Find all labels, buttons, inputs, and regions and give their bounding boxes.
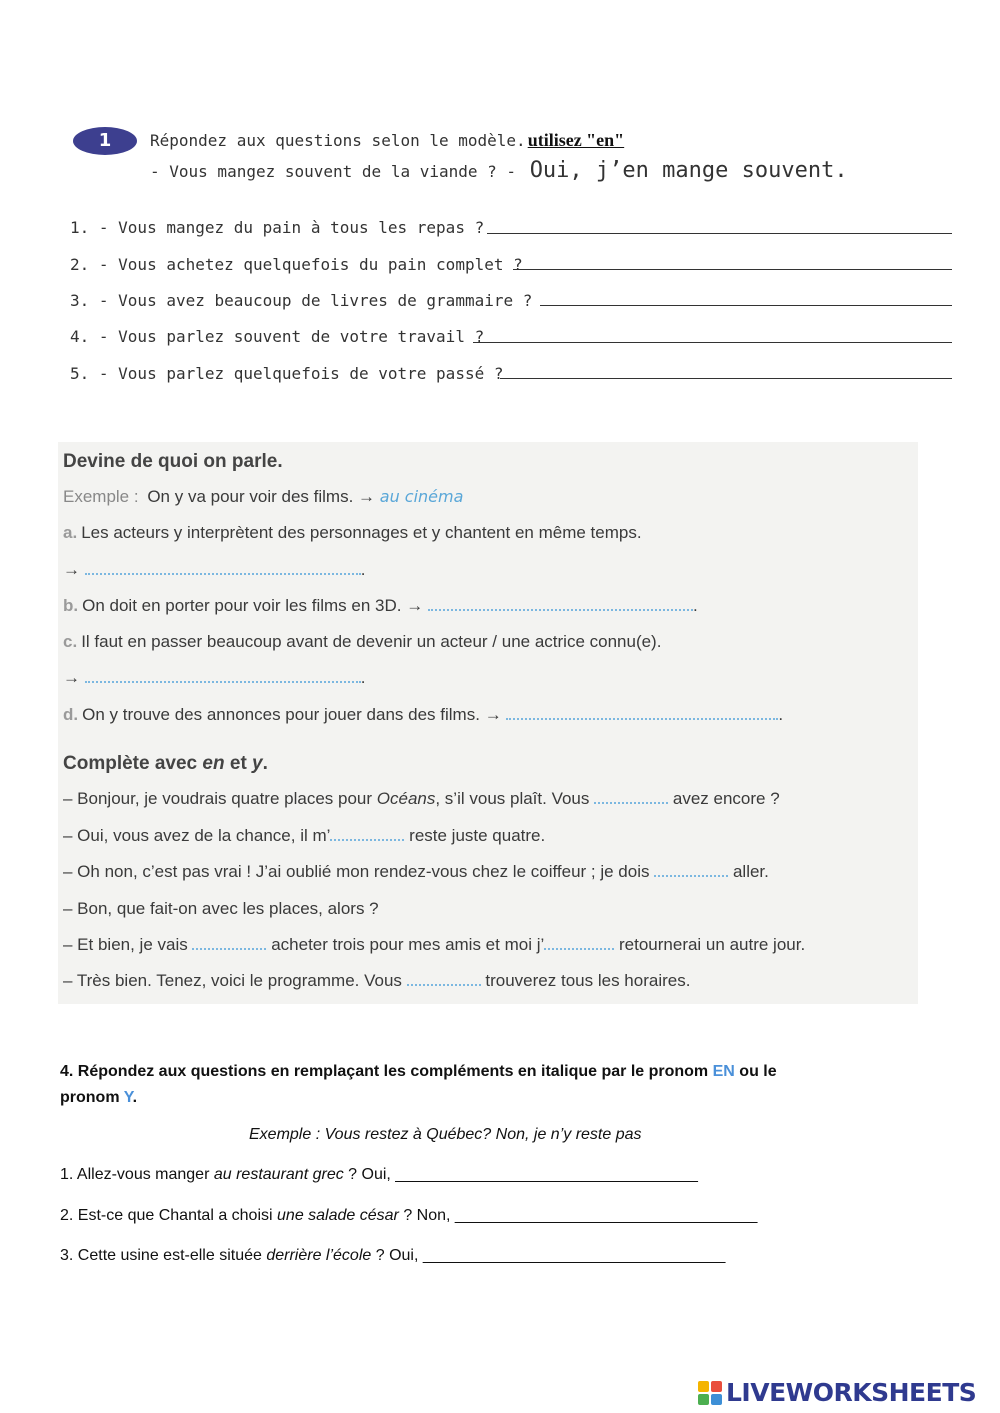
devine-item-c: c. Il faut en passer beaucoup avant de devenir un acteur / une actrice connu(e). [63,632,662,651]
exercise-4-question-1: 1. Allez-vous manger au restaurant grec ? Oui, __________________________________ [60,1166,698,1183]
answer-blank-d[interactable] [506,706,778,720]
devine-example: Exemple : On y va pour voir des films. → au cinéma [63,487,464,506]
answer-blank-4-1[interactable]: __________________________________ [395,1166,698,1183]
question-4: 4. - Vous parlez souvent de votre travail ? [70,327,485,346]
pronoun-en: EN [712,1063,735,1080]
answer-line-2[interactable] [513,269,952,270]
question-2: 2. - Vous achetez quelquefois du pain complet ? [70,255,523,274]
answer-blank-4-2[interactable]: __________________________________ [454,1207,758,1224]
answer-blank-4-3[interactable]: __________________________________ [422,1247,726,1264]
exercise-number-badge: 1 [73,127,137,155]
example-answer: au cinéma [379,487,464,506]
dialogue-blank-6[interactable] [407,972,481,986]
answer-line-3[interactable] [540,305,952,306]
liveworksheets-logo [698,1378,976,1407]
complete-title: Complète avec en et y. [63,753,268,774]
devine-title: Devine de quoi on parle. [63,451,283,472]
devine-answer-a: → . [63,560,366,579]
exercise-1-instruction: Répondez aux questions selon le modèle. utilisez "en" [150,130,625,150]
dialogue-blank-5a[interactable] [192,936,266,950]
exercise-4-heading: 4. Répondez aux questions en remplaçant les compléments en italique par le pronom EN ou le pronom Y. [60,1063,777,1106]
scanned-exercise-box [58,442,918,1004]
dialogue-line-4: – Bon, que fait-on avec les places, alors ? [63,899,379,918]
devine-item-b: b. On doit en porter pour voir les films en 3D. → . [63,596,698,615]
answer-blank-c[interactable] [85,669,361,683]
question-1: 1. - Vous mangez du pain à tous les repas ? [70,218,485,237]
devine-item-d: d. On y trouve des annonces pour jouer dans des films. → . [63,705,784,724]
dialogue-blank-2[interactable] [330,827,404,841]
dialogue-blank-1[interactable] [594,790,668,804]
dialogue-line-5: – Et bien, je vais acheter trois pour mes amis et moi j’ retournerai un autre jour. [63,935,806,954]
exercise-4-example: Exemple : Vous restez à Québec? Non, je n’y reste pas [249,1126,642,1143]
instruction-use-en: utilisez "en" [527,130,625,150]
devine-answer-c: → . [63,668,366,687]
pronoun-y: Y [123,1089,133,1106]
answer-blank-b[interactable] [428,597,693,611]
devine-item-a: a. Les acteurs y interprètent des personnages et y chantent en même temps. [63,523,642,542]
logo-text: LIVEWORKSHEETS [726,1378,977,1407]
dialogue-blank-5b[interactable] [544,936,614,950]
answer-line-4[interactable] [473,342,952,343]
exercise-4-question-3: 3. Cette usine est-elle située derrière l’école ? Oui, __________________________________ [60,1247,726,1264]
dialogue-line-1: – Bonjour, je voudrais quatre places pour Océans, s’il vous plaît. Vous avez encore ? [63,789,780,808]
exercise-1-model: - Vous mangez souvent de la viande ? - Oui, j’en mange souvent. [150,158,848,183]
answer-blank-a[interactable] [85,561,361,575]
answer-line-5[interactable] [500,378,952,379]
model-answer: Oui, j’en mange souvent. [529,158,848,183]
dialogue-line-2: – Oui, vous avez de la chance, il m’ reste juste quatre. [63,826,546,845]
question-5: 5. - Vous parlez quelquefois de votre passé ? [70,364,504,383]
dialogue-line-6: – Très bien. Tenez, voici le programme. Vous trouverez tous les horaires. [63,971,691,990]
answer-line-1[interactable] [487,233,952,234]
logo-mark-icon [698,1381,722,1405]
dialogue-blank-3[interactable] [654,863,728,877]
dialogue-line-3: – Oh non, c’est pas vrai ! J’ai oublié mon rendez-vous chez le coiffeur ; je dois aller. [63,862,769,881]
question-3: 3. - Vous avez beaucoup de livres de grammaire ? [70,291,533,310]
exercise-4-question-2: 2. Est-ce que Chantal a choisi une salade césar ? Non, __________________________________ [60,1207,758,1224]
